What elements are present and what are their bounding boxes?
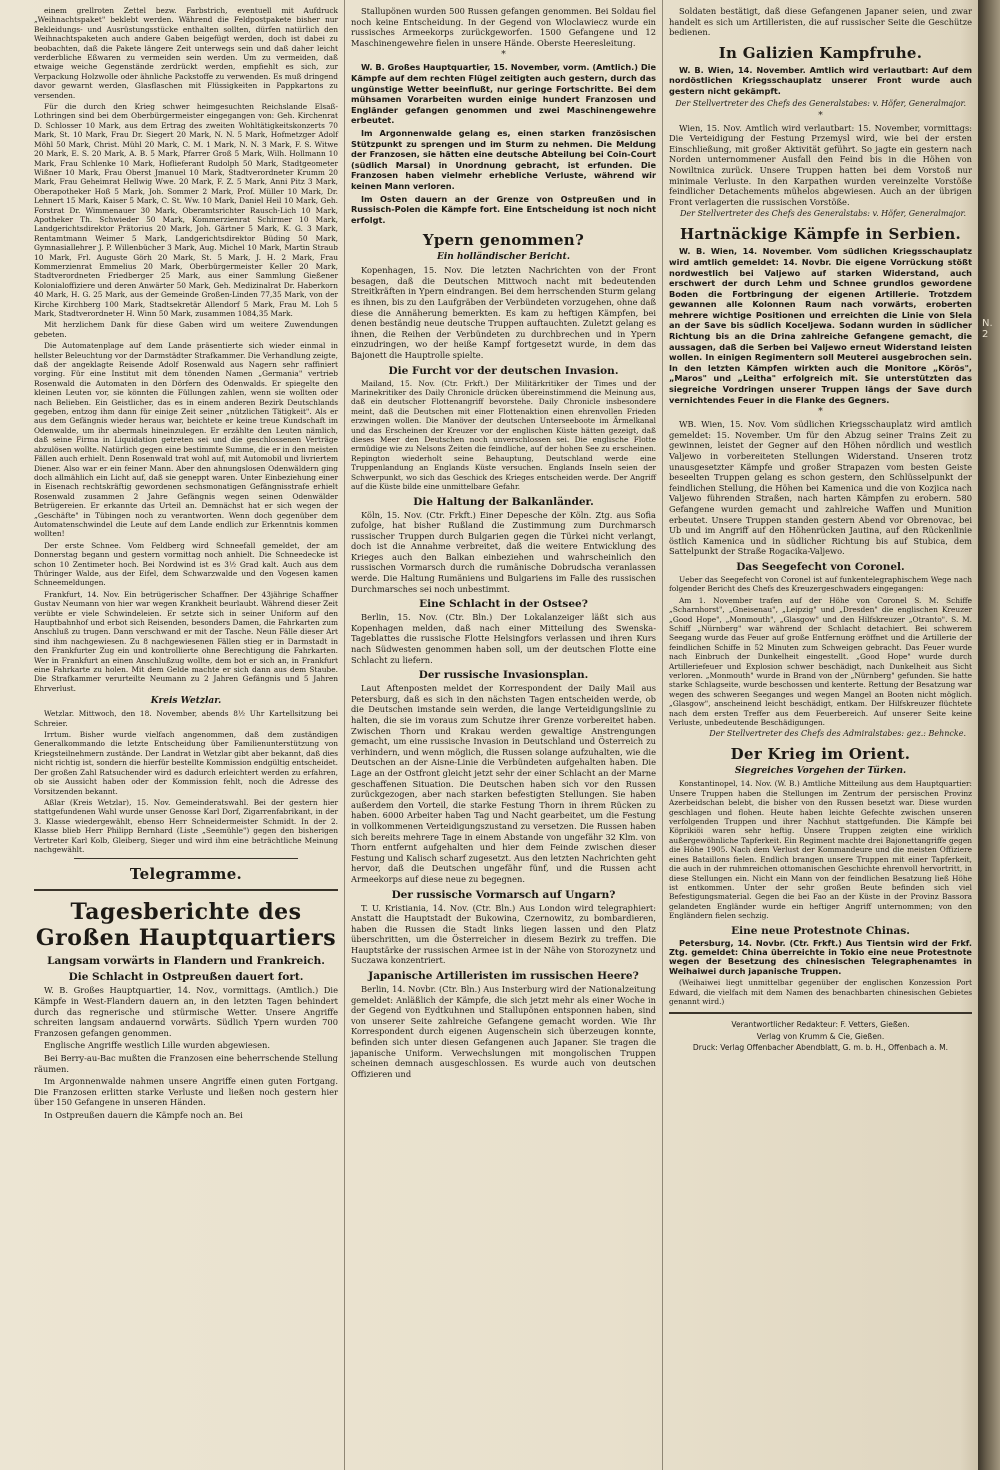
paragraph: Aßlar (Kreis Wetzlar), 15. Nov. Gemeinderatswahl. Bei der gestern hier stattgefundenen Wahl wurde unser Genosse Karl Dorf, Zigarrenfabrikant, in der 3. Klasse wiedergewählt, ebenso Herr Schneidermeister Schmidt. In der 2. Klasse blieb Herr Philipp Bernhard (Liste „Seemühle") gegen den bisherigen Vertreter Karl Kolb, Gleiberg, Sieger und wird ihm eine beträchtliche Meinung nachgewählt.: [34, 797, 338, 854]
signature: Der Stellvertreter des Chefs des Generalstabes: v. Höfer, Generalmajor.: [675, 98, 966, 108]
paragraph: Mailand, 15. Nov. (Ctr. Frkft.) Der Militärkritiker der Times und der Marinekritiker des Daily Chronicle drücken übereinstimmend die Meinung aus, daß ein deutscher Flottenangriff bevorstehe. Daily Chronicle insbesondere meint, daß die Deutschen mit einer Flottenaktion einen ehrenvollen Frieden erzwingen wollen. Die Manöver der deutschen Unterseeboote im Ärmelkanal und das Erscheinen der Kreuzer vor der englischen Küste hätten gezeigt, daß dieses Meer den Deutschen noch unverschlossen sei. Die englische Flotte ermüdige wie zu Nelsons Zeiten die feindliche, auf der hohen See zu erscheinen. Repington wiederholt seine Behauptung, Deutschland werde eine Truppenlandung an Englands Küste versuchen. Englands Inseln seien der Schwerpunkt, wo sich das Geschick des Krieges entscheiden werde. Der Angriff auf die Küste bilde eine unmittelbare Gefahr.: [351, 378, 656, 492]
paragraph: Der erste Schnee. Vom Feldberg wird Schneefall gemeldet, der am Donnerstag begann und gestern vormittag noch anhielt. Die Schneedecke ist schon 10 Zentimeter hoch. Bei Nordwind ist es 3½ Grad kalt. Auch aus dem Thüringer Walde, aus der Eifel, dem Schwarzwalde und den Vogesen kamen Schneemeldungen.: [34, 540, 338, 588]
column-1: [28, 0, 344, 1470]
tagesberichte-title: Tagesberichte des Großen Hauptquartiers: [35, 899, 337, 952]
ypern-subheading: Ein holländischer Bericht.: [437, 252, 570, 263]
paragraph: Englische Angriffe westlich Lille wurden abgewiesen.: [44, 1040, 270, 1051]
ypern-heading: Ypern genommen?: [422, 231, 585, 250]
page-binding-edge: [978, 0, 1000, 1470]
paragraph: Ueber das Seegefecht von Coronel ist auf funkentelegraphischem Wege nach folgender Bericht des Chefs des Kreuzergeschwaders eingegangen:: [669, 574, 972, 594]
telegramme-heading: Telegramme.: [129, 865, 243, 884]
paragraph: T. U. Kristiania, 14. Nov. (Ctr. Bln.) Aus London wird telegraphiert: Anstatt die Hauptstadt der Bukowina, Czernowitz, zu bombardieren, haben die Russen die Stadt links liegen lassen und den Platz überschritten, um die Österreicher in diesem Bezirk zu treffen. Die Hauptstärke der russischen Armee ist in der Nähe von Storozynetz und Suczawa konzentriert.: [351, 902, 656, 966]
paragraph: Köln, 15. Nov. (Ctr. Frkft.) Einer Depesche der Köln. Ztg. aus Sofia zufolge, hat bisher Rußland die Zustimmung zum Durchmarsch russischer Truppen durch Bulgarien gegen die Türkei nicht verlangt, doch ist die Annahme verbreitet, daß die weitere Entwicklung des Krieges auch den Balkan einbeziehen und wahrscheinlich den russischen Vormarsch durch die rumänische Dobrudscha veranlassen werde. Die Haltung Rumäniens und Bulgariens im Falle des russischen Durchmarsches sei noch unbestimmt.: [351, 509, 656, 594]
orient-subheading: Siegreiches Vorgehen der Türken.: [734, 766, 907, 777]
paragraph: Berlin, 15. Nov. (Ctr. Bln.) Der Lokalanzeiger läßt sich aus Kopenhagen melden, daß nach einer Mitteilung des Swenska-Tageblattes die russische Flotte Helsingfors verlassen und ihren Kurs nach Südwesten genommen haben soll, um der deutschen Flotte eine Schlacht zu liefern.: [351, 612, 656, 665]
paragraph: Wien, 15. Nov. Amtlich wird verlautbart: 15. November, vormittags: Die Verteidigung der Festung Przemysl wird, wie bei der ersten Einschließung, mit großer Aktivität geführt. So jagte ein gestern nach Norden unternommener Ausfall den Feind bis in die Höhen von Nowiltnica zurück. Unsere Truppen hatten bei dem Vorstoß nur minimale Verluste. In den Karpathen wurden vereinzelte Vorstöße feindlicher Detachements mühelos abgewiesen. Auch an der übrigen Front verlagerten die russischen Vorstöße.: [669, 122, 972, 207]
paragraph-bold: Petersburg, 14. Novbr. (Ctr. Frkft.) Aus Tientsin wird der Frkf. Ztg. gemeldet: China überreichte in Tokio eine neue Protestnote wegen der Besetzung des chinesischen Telegraphenamtes in Weihaiwei durch japanische Truppen.: [669, 937, 972, 976]
kreis-wetzlar-heading: Kreis Wetzlar.: [150, 696, 222, 707]
paragraph: Berlin, 14. Novbr. (Ctr. Bln.) Aus Insterburg wird der Nationalzeitung gemeldet: Anläßlich der Kämpfe, die sich jetzt mehr als einer Woche in der Gegend von Eydtkuhnen und Stallupönen entsponnen haben, sind von unserer Seite zahlreiche Gefangene gemacht worden. Wie Ihr Korrespondent durch eigenen Augenschein sich überzeugen konnte, befinden sich unter diesen Gefangenen auch Japaner. Sie tragen die japanische Uniform. Verwechslungen mit mongolischen Truppen scheinen demnach ausgeschlossen. Es wurde auch von deutschen Offizieren und: [351, 984, 656, 1079]
paragraph: Frankfurt, 14. Nov. Ein betrügerischer Schaffner. Der 43jährige Schaffner Gustav Neumann von hier war wegen Krankheit beurlaubt. Während dieser Zeit verübte er viele Schwindeleien. Er setzte sich in seiner Uniform auf den Hauptbahnhof und erbot sich Reisenden, besonders Damen, die Fahrkarten zum Anschluß zu trugen. Dann verschwand er mit der Tasche. Neun Fälle dieser Art sind ihm nachgewiesen. Zu 8 nachgewiesenen Fällen stieg er in Darmstadt in den Frankfurter Zug ein und kontrollierte ohne Berechtigung die Fahrkarten. Wer in Frankfurt an einen Anschlußzug wollte, dem bot er sich an, in Frankfurt eine Fahrkarte zu holen. Mit dem Gelde machte er sich dann aus dem Staube. Die Strafkammer verurteilte Neumann zu 2 Jahren Gefängnis und 5 Jahren Ehrverlust.: [34, 589, 338, 693]
signature: Der Stellvertreter des Chefs des Admiralstabes: gez.: Behncke.: [709, 729, 966, 739]
paragraph: Bei Berry-au-Bac mußten die Franzosen eine beherrschende Stellung räumen.: [34, 1052, 338, 1074]
column-2: [344, 0, 662, 1470]
furcht-heading: Die Furcht vor der deutschen Invasion.: [388, 364, 619, 377]
serbien-heading: Hartnäckige Kämpfe in Serbien.: [679, 225, 962, 244]
paragraph: Konstantinopel, 14. Nov. (W. B.) Amtliche Mitteilung aus dem Hauptquartier: Unsere Truppen haben die Stellungen im Zentrum der persischen Provinz Azerbeidschan belebt, die bisher von den Russen besetzt war. Diese wurden geschlagen und flohen. Heute haben leichte Gefechte zwischen unseren verfolgenden Truppen und ihrer Nachhut stattgefunden. Die Kämpfe bei Köprikiöi waren sehr heftig. Unsere Truppen zeigten eine wirklich außergewöhnliche Tapferkeit. Ein Regiment machte drei Bajonettangriffe gegen die Höhe 1905. Nach dem Verlust der Kommandeure und die meisten Offiziere eines Bataillons fielen. Endlich brangen unsere Truppen mit einer Tapferkeit, die auch in der ruhmreichen ottomanischen Geschichte ehrenvoll hervortritt, in diese Stellungen ein. Nicht ein Mann von der feindlichen Besatzung ließ Höhe ist entkommen. Unter der sehr großen Beute befinden sich viel Befestigungsmaterial. Gegen die bei Fao an der Küste in der Provinz Bassora gelandeten Engländer wurde ein heftiger Angriff unternommen; von den Engländern fielen sechzig.: [669, 779, 972, 921]
paragraph: Laut Aftenposten meldet der Korrespondent der Daily Mail aus Petersburg, daß es sich in den nächsten Tagen entscheiden werde, ob die Deutschen imstande sein werden, die lange Verteidigungslinie zu halten, die sie im voraus zum Schutze ihrer Grenze vorbereitet haben. Zwischen Thorn und Krakau werden gewaltige Anstrengungen gemacht, um eine russische Invasion in Deutschland und Österreich zu verhindern, und wenn möglich, die Russen solange aufzuhalten, wie die Deutschen an der Aisne-Linie die Verbündeten aufgehalten haben. Die Lage an der Ostfront gleicht jetzt sehr der einer Schlacht an der Marne geschaffenen Situation. Die Deutschen haben sich vor den Russen zurückgezogen, aber nach starken befestigten Stellungen. Sie haben außerdem den Vorteil, die starke Festung Thorn in ihrem Rücken zu haben. 6000 Arbeiter haben Tag und Nacht gearbeitet, um die Festung in vollkommenen Verteidigungszustand zu versetzen. Die Russen haben sich bereits mehrere Tage in einem Abstande von ungefähr 32 Klm. von Thorn entfernt aufgehalten und hier dem Feinde zwischen dieser Festung und Kalisch scharf zugesetzt. Aus den letzten Nachrichten geht hervor, daß die Deutschen ungefähr fünf, und die Russen acht Armeekorps auf diese neue zu begegnen.: [351, 683, 656, 884]
japan-heading: Japanische Artilleristen im russischen Heere?: [368, 970, 639, 983]
paragraph-bold: W. B. Großes Hauptquartier, 15. November, vorm. (Amtlich.) Die Kämpfe auf dem rechten Flügel zeitigten auch gestern, durch das ungünstige Wetter beeinflußt, nur geringe Fortschritte. Bei dem mühsamen Vorarbeiten wurden einige hundert Franzosen und Engländer gefangen genommen und zwei Maschinengewehre erbeutet.: [351, 62, 657, 126]
paragraph: Die Automatenplage auf dem Lande präsentierte sich wieder einmal in hellster Beleuchtung vor der Darmstädter Strafkammer. Die Verhandlung zeigte, daß der angeklagte Reisende Adolf Rosenwald aus Nagern sehr raffiniert vorging. Für eine Institut mit dem tönenden Namen „Germania" vertrieb Rosenwald die Automaten in den Dörfern des Odenwalds. Er spiegelte den kleinen Leuten vor, sie könnten die Füllungen zahlen, wenn sie wollten oder nach Belieben. Ein Geistlicher, das es in einem anderen Bezirk Deutschlands gegeben, entzog ihm dann für einige Zeit seiner „nützlichen Tätigkeit". Als er aus dem Gefängnis wieder heraus war, beichtete er keine treue Kundschaft im Odenwalde, um ihr abermals hineinzulegen. Er erzählte den Leuten nämlich, daß seine Firma in Liquidation getreten sei und die geschlossenen Verträge abzulösen wollte. Natürlich gegen eine bestimmte Summe, die er in den meisten Fällen auch erhielt. Denn Rosenwald trat wohl auf, mit Automobil und livriertem Diener. Also war er ein feiner Mann. Aber den ahnungslosen Odenwäldern ging doch allmählich ein Licht auf, daß sie geneppt waren. Unter Einbeziehung einer in Eisenach rechtskräftig gewordenen sechsmonatigen Gefängnisstrafe erhielt Rosenwald zusammen 2 Jahre Gefängnis wegen seinen Odenwälder Betrügereien. Er erkannte das Urteil an. Demnächst hat er sich wegen der „Geschäfte" in Tübingen noch zu verantworten. Wenn doch gegenüber dem Automatenschwindel die Leute auf dem Lande endlich zur Erkenntnis kommen wollten!: [34, 341, 338, 539]
galizien-heading: In Galizien Kampfruhe.: [718, 43, 923, 62]
paragraph: einem grellroten Zettel bezw. Farbstrich, eventuell mit Aufdruck „Weihnachtspaket" beklebt werden. Während die Feldpostpakete bisher nur Bekleidungs- und Ausrüstungsstücke enthalten sollten, dürfen natürlich den Weihnachtspaketen auch andere Gaben beigefügt werden, doch ist dabei zu beobachten, daß die Pakete längere Zeit unterwegs sein und daß daher leicht verderbliche Eßwaren zu vermeiden sein werden. Um zu vermeiden, daß etwaige weiche Gegenstände zerdrückt werden, empfiehlt es sich, zur Verpackung Holzwolle oder ähnliche Packstoffe zu verwenden. Es muß dringend davor gewarnt werden, Glasflaschen mit Flüssigkeiten in Pappkartons zu versenden.: [34, 6, 338, 100]
paragraph: W. B. Großes Hauptquartier, 14. Nov., vormittags. (Amtlich.) Die Kämpfe in West-Flandern dauern an, in den letzten Tagen behindert durch das regnerische und stürmische Wetter. Unsere Angriffe schreiten langsam andauernd vorwärts. Südlich Ypern wurden 700 Franzosen gefangen genommen.: [34, 985, 338, 1038]
ostsee-heading: Eine Schlacht in der Ostsee?: [419, 598, 588, 611]
paragraph: Mit herzlichem Dank für diese Gaben wird um weitere Zuwendungen gebeten.: [34, 320, 338, 339]
paragraph-bold: Im Argonnenwalde gelang es, einen starken französischen Stützpunkt zu sprengen und im Sturm zu nehmen. Die Meldung der Franzosen, sie hätten eine deutsche Abteilung bei Coin-Court (südlich Marsal) in Unordnung gebracht, ist erfunden. Die Franzosen haben vielmehr erhebliche Verluste, während wir keinen Mann verloren.: [351, 127, 656, 191]
paragraph-bold: W. B. Wien, 14. November. Amtlich wird verlautbart: Auf dem nordöstlichen Kriegsschauplatz unserer Front wurde auch gestern nicht gekämpft.: [669, 64, 972, 96]
paragraph: (Weihaiwei liegt unmittelbar gegenüber der englischen Konzession Port Edward, die vielfach mit dem Namen des benachbarten chinesischen Gebietes genannt wird.): [669, 978, 972, 1006]
orient-heading: Der Krieg im Orient.: [730, 745, 911, 764]
imprint-editor: Verantwortlicher Redakteur: F. Vetters, Gießen.: [731, 1020, 910, 1030]
paragraph: In Ostpreußen dauern die Kämpfe noch an. Bei: [44, 1109, 243, 1120]
protest-heading: Eine neue Protestnote Chinas.: [731, 924, 910, 937]
ungarn-heading: Der russische Vormarsch auf Ungarn?: [391, 888, 616, 901]
paragraph-bold: W. B. Wien, 14. November. Vom südlichen Kriegsschauplatz wird amtlich gemeldet: 14. Novbr. Die eigene Vorrückung stößt nordwestlich bei Valjewo auf starken Widerstand, auch erschwert der durch Lehm und Schnee grundlos gewordene Boden die Fortbringung der eigenen Artillerie. Trotzdem gewannen alle Kolonnen Raum nach vorwärts, eroberten mehrere wichtige Positionen und erreichten die Linie von Slela an der Save bis südlich Koceljewa. Sodann wurden in südlicher Richtung bis an die Drina zahlreiche Gefangene gemacht, die aussagen, daß die Serben bei Valjewo erneut Widerstand leisten wollen. In einigen Regimentern soll Meuterei ausgebrochen sein. In den letzten Kämpfen wirkten auch die Monitore „Körös", „Maros" und „Leitha" erfolgreich mit. Sie unterstützten das siegreiche Vordringen unserer Truppen längs der Save durch vernichtendes Feuer in die Flanke des Gegners.: [669, 246, 972, 405]
separator-star: *: [818, 110, 823, 121]
paragraph: Stallupönen wurden 500 Russen gefangen genommen. Bei Soldau fiel noch keine Entscheidung. In der Gegend von Wloclawiecz wurde ein russisches Armeekorps zurückgeworfen. 1500 Gefangene und 12 Maschinengewehre fielen in unsere Hände. Oberste Heeresleitung.: [351, 6, 656, 48]
paragraph: Im Argonnenwalde nahmen unsere Angriffe einen guten Fortgang. Die Franzosen erlitten starke Verluste und ließen noch gestern hier über 150 Gefangene in unseren Händen.: [34, 1076, 338, 1108]
imprint-publisher: Verlag von Krumm & Cie, Gießen.: [756, 1031, 885, 1041]
divider: [669, 1012, 972, 1014]
paragraph-bold: Im Osten dauern an der Grenze von Ostpreußen und in Russisch-Polen die Kämpfe fort. Eine Entscheidung ist noch nicht erfolgt.: [351, 193, 656, 225]
tagesberichte-subtitle-2: Die Schlacht in Ostpreußen dauert fort.: [68, 971, 304, 984]
tagesberichte-subtitle-1: Langsam vorwärts in Flandern und Frankreich.: [47, 955, 325, 968]
separator-star: *: [818, 407, 823, 418]
column-3: [662, 0, 978, 1470]
coronel-heading: Das Seegefecht von Coronel.: [736, 560, 905, 573]
divider: [74, 858, 298, 859]
separator-star: *: [501, 50, 506, 61]
paragraph: WB. Wien, 15. Nov. Vom südlichen Kriegsschauplatz wird amtlich gemeldet: 15. November. Um für den Abzug seiner Trains Zeit zu gewinnen, leistet der Gegner auf den Höhen nördlich und westlich Valjewo in vorbereiteten Stellungen Widerstand. Unseren trotz unausgesetzter Kämpfe und großer Strapazen vom besten Geiste beseelten Truppen gelang es schon gestern, den Schlüsselpunkt der feindlichen Stellung, die Höhen bei Kamenica und die von Kozjica nach Valjewo führenden Straßen, nach harten Kämpfen zu erobern. 580 Gefangene wurden gemacht und zahlreiche Waffen und Munition erbeutet. Unsere Truppen standen gestern Abend vor Obrenovac, bei Ub und im Angriff auf den Höhenrücken Jautina, auf den Rückenlinie östlich Kamenica und in südlicher Richtung bis auf Stubica, dem Sattelpunkt der Straße Rogacika-Valjewo.: [669, 419, 972, 557]
paragraph: Für die durch den Krieg schwer heimgesuchten Reichslande Elsaß-Lothringen sind bei dem Oberbürgermeister eingegangen von: Geh. Kirchenrat D. Schlosser 10 Mark, aus dem Ertrag des zweiten Wohltätigkeitskonzerts 70 Mark, St. 10 Mark, Frau Dr. Siegert 20 Mark, N. N. 5 Mark, Hofmetzger Adolf Möhl 50 Mark, Christ. Mühl 20 Mark, C. M. 1 Mark, N. N. 3 Mark, F. S. Witwe 20 Mark, E. S. 20 Mark, A. B. 5 Mark, Pfarrer Groß 5 Mark, Wilh. Hollmann 10 Mark, Frau Schlenke 10 Mark, Hoflieferant Rudolph 50 Mark, Stadtgeometer Wißner 10 Mark, Frau Oberst Jmanuel 10 Mark, Stadtverordneter Krumm 20 Mark, Frau Geheimrat Hellwig Wwe. 20 Mark, F. Z. 5 Mark, Anni Pitz 3 Mark, Oberapotheker Hoß 5 Mark, Joh. Sommer 2 Mark, Prof. Müller 10 Mark, Dr. Lehnert 15 Mark, Kaiser 5 Mark, C. St. Ww. 10 Mark, Daniel Heil 10 Mark, Geh. Forstrat Dr. Wimmenauer 30 Mark, Oberamtsrichter Rausch-Lich 10 Mark, Apotheker Th. Schwieder 50 Mark, Kommerzienrat Schirmer 10 Mark, Landgerichtsdirektor Prätorius 20 Mark, Joh. Gärtner 5 Mark, K. G. 3 Mark, Rentamtmann Weimer 5 Mark, Landgerichtsdirektor Büding 50 Mark, Gymnasiallehrer J. P. Willenbücher 3 Mark, Aug. Michel 10 Mark, Martin Straub 10 Mark, Frl. Auguste Görh 20 Mark, St. 5 Mark, J. H. 2 Mark, Frau Kommerzienrat Emmelius 20 Mark, Oberbürgermeister Keller 20 Mark, Stadtverordneten Friedberger 25 Mark, aus einer Sammlung Gießener Kolonialoffiziere und deren Anwärter 50 Mark, Geh. Medizinalrat Dr. Haberkorn 40 Mark, H. G. 25 Mark, aus der Gemeinde Großen-Linden 77,35 Mark, von der Kirche Kirchberg 100 Mark, Stadtsekretär Allendorf 5 Mark, Frau M. Loh 5 Mark, Stadtverordneter H. Winn 50 Mark, zusammen 1084,35 Mark.: [34, 102, 338, 318]
balkan-heading: Die Haltung der Balkanländer.: [413, 495, 594, 508]
divider: [34, 889, 338, 891]
edge-mark: N. 2: [982, 318, 993, 340]
paragraph: Irrtum. Bisher wurde vielfach angenommen, daß dem zuständigen Generalkommando die letzte Entscheidung über Familienunterstützung von Kriegsteilnehmern zustände. Der Landrat in Wetzlar gibt aber bekannt, daß dies nicht richtig ist, sondern die hierfür bestellte Kommission endgültig entscheidet. Der großen Zahl Ratsuchender wird es dadurch erleichtert werden zu erfahren, ob sie Aussicht haben oder der Kommission fehlt, noch die Adresse des Vorsitzenden bekannt.: [34, 730, 338, 796]
intro-section: [34, 6, 338, 693]
paragraph: Soldaten bestätigt, daß diese Gefangenen Japaner seien, und zwar handelt es sich um Artilleristen, die auf russischer Seite die Geschütze bedienen.: [669, 6, 972, 38]
paragraph: Am 1. November trafen auf der Höhe von Coronel S. M. Schiffe „Scharnhorst", „Gneisenau", „Leipzig" und „Dresden" die englischen Kreuzer „Good Hope", „Monmouth", „Glasgow" und den Hilfskreuzer „Otranto". S. M. Schiff „Nürnberg" war während der Schlacht detachiert. Bei schwerem Seegang wurde das Feuer auf große Entfernung eröffnet und die Artillerie der feindlichen Schiffe in 52 Minuten zum Schweigen gebracht. Das Feuer wurde nach Einbruch der Dunkelheit eingestellt. „Good Hope" wurde durch Artilleriefeuer und Explosion schwer beschädigt, nach Dunkelheit aus Sicht verloren. „Monmouth" wurde in Brand von der „Nürnberg" gefunden. Sie hatte starke Schlagseite, wurde beschossen und kenterte. Rettung der Besatzung war wegen des schweren Seeganges und wegen Mangel an Booten nicht möglich. „Glasgow", anscheinend leicht beschädigt, entkam. Der Hilfskreuzer flüchtete nach dem ersten Treffer aus dem Feuerbereich. Auf unserer Seite keine Verluste, unbedeutende Beschädigungen.: [669, 595, 972, 728]
paragraph: Kopenhagen, 15. Nov. Die letzten Nachrichten von der Front besagen, daß die Deutschen Mittwoch nacht mit bedeutenden Streitkräften in Ypern eindrangen. Bei dem herrschenden Sturm gelang es ihnen, bis zu den Laufgräben der Verbündeten vorzugehen, ohne daß diese die Annäherung bemerkten. Es kam zu heftigen Kämpfen, bei denen beständig neue deutsche Truppen auftauchten. Zuletzt gelang es ihnen, die Reihen der Verbündeten zu durchbrechen und in Ypern einzudringen, wo der heiße Kampf fortgesetzt wurde, in dem das Bajonett die Hauptrolle spielte.: [351, 265, 656, 361]
paragraph: Wetzlar. Mittwoch, den 18. November, abends 8½ Uhr Kartellsitzung bei Schreier.: [34, 709, 338, 728]
imprint-print: Druck: Verlag Offenbacher Abendblatt, G. m. b. H., Offenbach a. M.: [692, 1043, 949, 1053]
invasionsplan-heading: Der russische Invasionsplan.: [418, 669, 589, 682]
signature: Der Stellvertreter des Chefs des Generalstabs: v. Höfer, Generalmajor.: [679, 209, 966, 219]
